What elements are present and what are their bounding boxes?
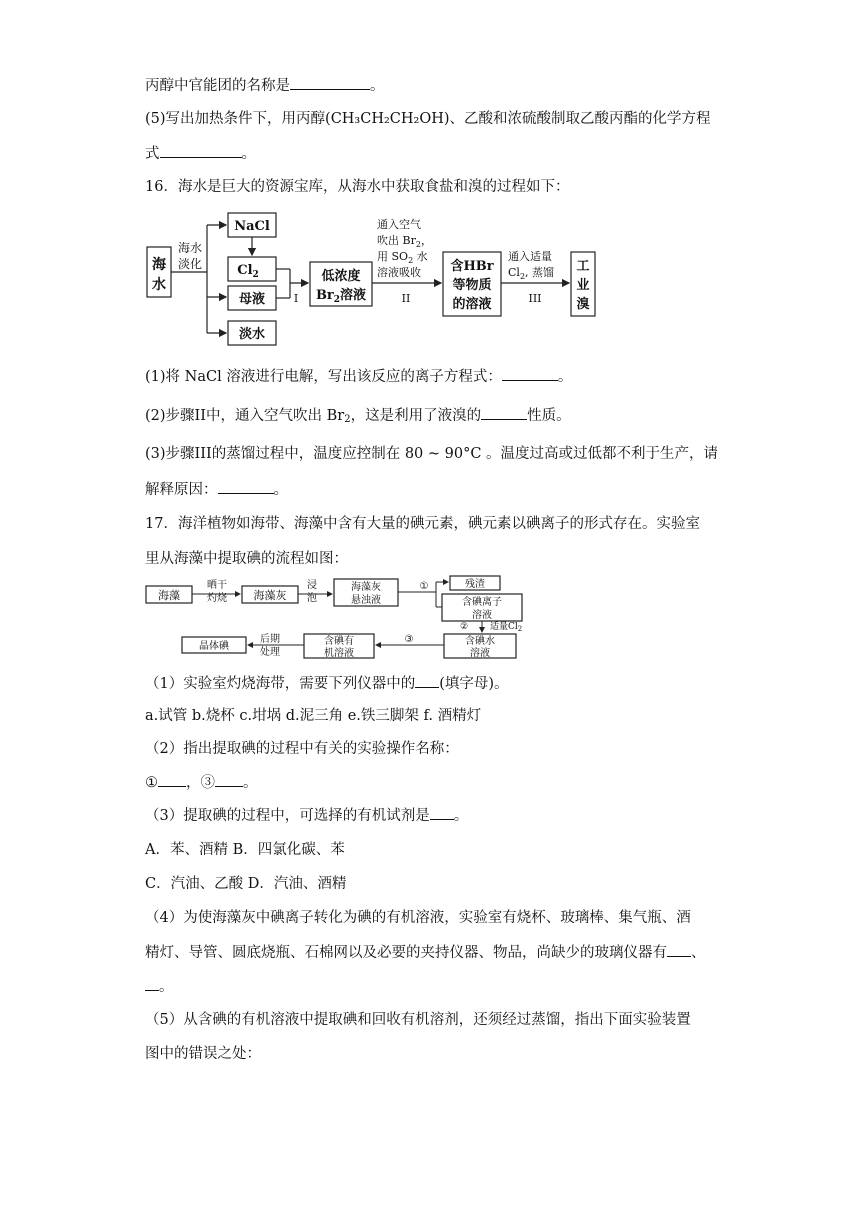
soak-label: 浸: [307, 580, 317, 591]
answer-blank[interactable]: [502, 366, 558, 381]
iodine-extraction-flow-diagram: [142, 575, 542, 663]
question-16: 16．海水是巨大的资源宝库，从海水中获取食盐和溴的过程如下：: [145, 179, 570, 195]
step-3-text: 通入适量: [508, 250, 552, 263]
question-16-2: (2)步骤II中，通入空气吹出 $Br_2$，这是利用了液溴的 性质。: [145, 405, 571, 430]
answer-blank[interactable]: [430, 805, 454, 820]
step-2-text: 用 $SO_2$ 水: [377, 250, 428, 265]
step-3-label: III: [528, 292, 542, 305]
question-17b: 里从海藻中提取碘的流程如图：: [145, 551, 348, 567]
step-2-mark: ②: [459, 622, 469, 632]
organic-solution-label: 含碘有: [324, 636, 354, 647]
step-2-text: 吹出 $Br_2$，: [377, 234, 432, 249]
question-17-3-options-ab: A．苯、酒精 B．四氯化碳、苯: [145, 842, 345, 858]
low-br2-label: $Br_2$溶液: [315, 288, 367, 305]
chlorine-label: 适量$Cl_2$: [490, 622, 523, 633]
seawater-label: 海: [152, 257, 166, 273]
question-17-3-options-cd: C．汽油、乙酸 D．汽油、酒精: [145, 876, 347, 892]
hbr-label: 含HBr: [450, 259, 494, 274]
answer-blank[interactable]: [215, 772, 243, 787]
low-br2-label: 低浓度: [321, 269, 361, 284]
step-1-mark: ①: [419, 581, 429, 592]
seaweed-label: 海藻: [158, 589, 180, 602]
question-16-3: (3)步骤III的蒸馏过程中，温度应控制在 80 ~ 90°C 。温度过高或过低都不利于生产，请: [145, 446, 719, 462]
question-17-5b: 图中的错误之处：: [145, 1046, 261, 1062]
answer-blank[interactable]: [218, 479, 274, 494]
post-processing-label: 处理: [260, 647, 280, 658]
seawater-flow-diagram: [140, 205, 600, 350]
step-3-mark: ③: [404, 634, 414, 645]
industrial-bromine-label: 溴: [576, 297, 590, 312]
industrial-bromine-label: 业: [576, 278, 590, 293]
step-3-text: $Cl_2$, 蒸馏: [508, 266, 555, 281]
step-2-text: 通入空气: [377, 218, 421, 231]
question-17-3: （3）提取碘的过程中，可选择的有机试剂是 。: [145, 805, 468, 826]
answer-blank[interactable]: [667, 942, 691, 957]
suspension-label: 海藻灰: [351, 582, 381, 593]
dry-burn-label: 晒干: [207, 580, 227, 591]
answer-blank[interactable]: [481, 405, 527, 420]
question-17-2: （2）指出提取碘的过程中有关的实验操作名称：: [145, 741, 459, 757]
answer-blank[interactable]: [415, 673, 439, 688]
iodine-water-label: 溶液: [470, 648, 490, 659]
question-17-4c: 。: [145, 976, 174, 997]
iodide-solution-label: 含碘离子: [462, 597, 502, 608]
suspension-label: 悬浊液: [351, 595, 381, 606]
text-line-1: 丙醇中官能团的名称是 。: [145, 75, 385, 96]
question-16-1: (1)将 NaCl 溶液进行电解，写出该反应的离子方程式： 。: [145, 366, 572, 387]
nacl-label: NaCl: [234, 219, 270, 234]
soak-label: 泡: [307, 593, 317, 604]
answer-blank[interactable]: [290, 75, 370, 90]
seaweed-ash-label: 海藻灰: [253, 589, 287, 602]
mother-liquor-label: 母液: [238, 292, 266, 307]
question-16-3b: 解释原因： 。: [145, 479, 288, 500]
step-2-text: 溶液吸收: [377, 266, 421, 279]
organic-solution-label: 机溶液: [324, 648, 354, 659]
answer-blank[interactable]: [158, 772, 186, 787]
fresh-water-label: 淡水: [238, 327, 266, 342]
question-17-4: （4）为使海藻灰中碘离子转化为碘的有机溶液，实验室有烧杯、玻璃棒、集气瓶、酒: [145, 910, 691, 926]
question-17-2-blanks: ① ，③ 。: [145, 772, 258, 793]
desalination-label: 淡化: [177, 257, 203, 271]
desalination-label: 海水: [177, 241, 203, 255]
seawater-label: 水: [152, 277, 166, 293]
dry-burn-label: 灼烧: [207, 593, 227, 604]
text-line-3: 式 。: [145, 143, 256, 164]
step-1-label: I: [293, 292, 299, 305]
iodide-solution-label: 溶液: [472, 610, 492, 621]
text-line-2: (5)写出加热条件下，用丙醇(CH₃CH₂CH₂OH)、乙酸和浓硫酸制取乙酸丙酯的化学方程: [145, 111, 711, 127]
question-17: 17．海洋植物如海带、海藻中含有大量的碘元素，碘元素以碘离子的形式存在。实验室: [145, 516, 700, 532]
post-processing-label: 后期: [260, 634, 280, 645]
answer-blank[interactable]: [160, 143, 242, 158]
iodine-water-label: 含碘水: [465, 636, 495, 647]
industrial-bromine-label: 工: [576, 259, 590, 274]
question-17-5: （5）从含碘的有机溶液中提取碘和回收有机溶剂，还须经过蒸馏，指出下面实验装置: [145, 1012, 691, 1028]
step-2-label: II: [401, 292, 411, 305]
question-17-4b: 精灯、导管、圆底烧瓶、石棉网以及必要的夹持仪器、物品，尚缺少的玻璃仪器有 、: [145, 942, 706, 963]
residue-label: 残渣: [465, 579, 485, 590]
hbr-label: 等物质: [452, 278, 492, 293]
crystal-iodine-label: 晶体碘: [199, 641, 229, 652]
question-17-1-options: a.试管 b.烧杯 c.坩埚 d.泥三角 e.铁三脚架 f. 酒精灯: [145, 708, 482, 724]
question-17-1: （1）实验室灼烧海带，需要下列仪器中的 (填字母)。: [145, 673, 509, 694]
answer-blank[interactable]: [145, 976, 159, 991]
hbr-label: 的溶液: [452, 297, 492, 312]
cl2-label: $Cl_2$: [237, 263, 259, 280]
